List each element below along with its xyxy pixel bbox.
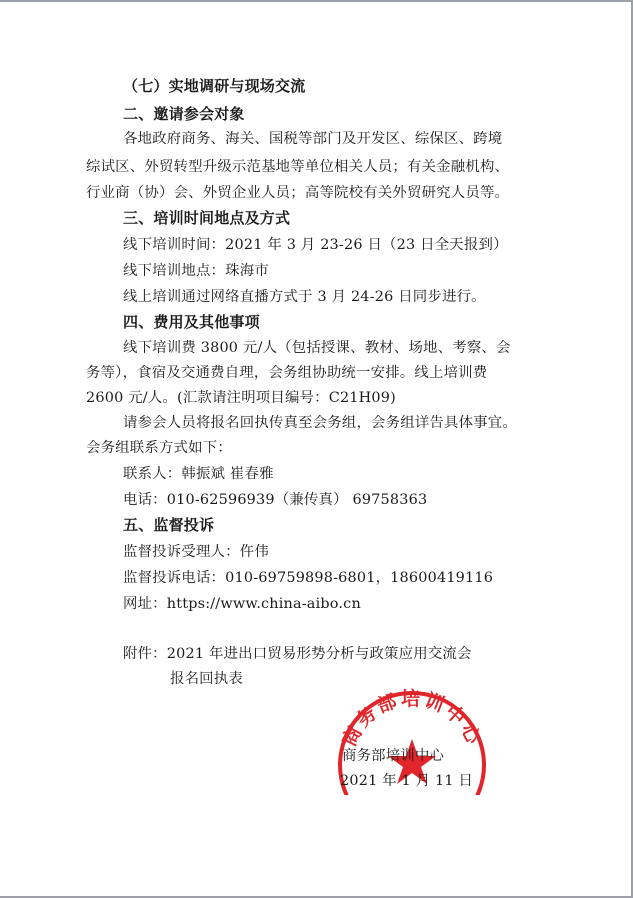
sec5-title: 五、监督投诉 (123, 516, 215, 534)
sec5-line: 监督投诉受理人：仵伟 (123, 544, 269, 560)
sec2-title: 二、邀请参会对象 (123, 105, 245, 123)
sec2-line: 各地政府商务、海关、国税等部门及开发区、综保区、跨境 (123, 131, 503, 147)
sec3-line: 线上培训通过网络直播方式于 3 月 24-26 日同步进行。 (123, 289, 486, 305)
sec4-line: 务等），食宿及交通费自理，会务组协助统一安排。线上培训费 (86, 365, 488, 381)
sec3-title: 三、培训时间地点及方式 (123, 209, 291, 227)
sec5-line: 监督投诉电话：010-69759898-6801，18600419116 (123, 570, 494, 586)
seal-arc-text: 商务部培训中心 (338, 688, 486, 751)
page-border-top (0, 0, 633, 2)
attachment-line: 附件：2021 年进出口贸易形势分析与政策应用交流会 (123, 646, 472, 662)
sec4-line: 联系人：韩振斌 崔春雅 (123, 466, 274, 482)
sub7-title: （七）实地调研与现场交流 (123, 77, 306, 95)
signature-date: 2021 年 1 月 11 日 (340, 773, 474, 789)
sec3-line: 线下培训时间：2021 年 3 月 23-26 日（23 日全天报到） (123, 237, 508, 253)
sec2-line: 行业商（协）会、外贸企业人员；高等院校有关外贸研究人员等。 (86, 185, 510, 201)
sec4-title: 四、费用及其他事项 (123, 313, 260, 331)
sec4-line: 请参会人员将报名回执传真至会务组，会务组详告具体事宜。 (123, 415, 517, 431)
sec5-line: 网址：https://www.china-aibo.cn (123, 596, 361, 612)
sec2-line: 综试区、外贸转型升级示范基地等单位相关人员；有关金融机构、 (86, 159, 510, 175)
sec4-line: 2600 元/人。(汇款请注明项目编号：C21H09) (86, 390, 396, 406)
sec4-line: 电话：010-62596939（兼传真） 69758363 (123, 492, 428, 508)
sec4-line: 线下培训费 3800 元/人（包括授课、教材、场地、考察、会 (123, 340, 511, 356)
sec4-line: 会务组联系方式如下： (86, 440, 232, 456)
signature-org: 商务部培训中心 (342, 748, 445, 764)
sec3-line: 线下培训地点：珠海市 (123, 263, 269, 279)
attachment-line: 报名回执表 (170, 671, 243, 687)
